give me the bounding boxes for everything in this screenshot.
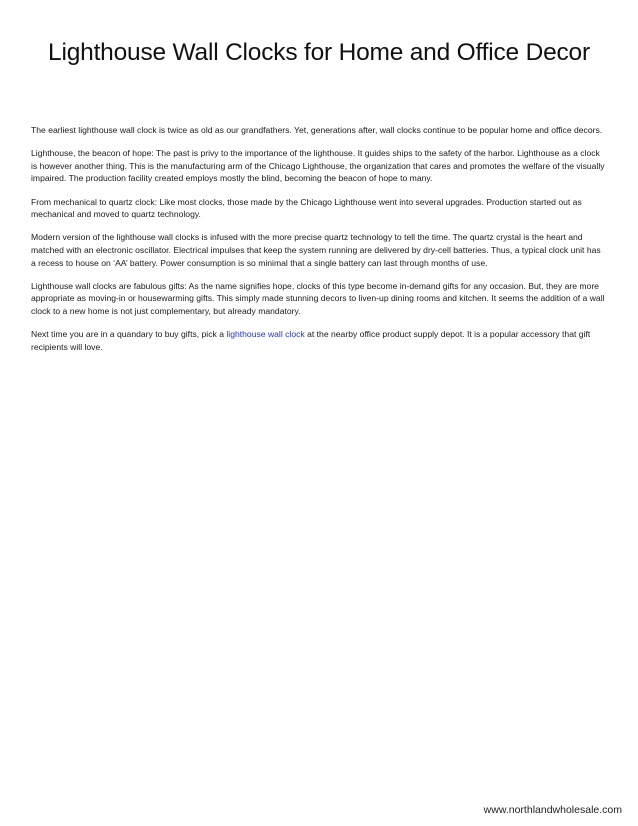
paragraph-beacon-of-hope: Lighthouse, the beacon of hope: The past is privy to the importance of the lighthouse. It guides ships to the safety of the harbor. Lighthouse as a clock is however another thing. This is the manufacturing arm of the Chicago Lighthouse, the organization that cares and promotes the welfare of the visually impaired. The production facility created employs mostly the blind, becoming the beacon of hope to many.: [31, 148, 605, 184]
paragraph-intro: The earliest lighthouse wall clock is twice as old as our grandfathers. Yet, generations after, wall clocks continue to be popular home and office decors.: [31, 125, 603, 135]
paragraph-mechanical-to-quartz: From mechanical to quartz clock: Like most clocks, those made by the Chicago Lighthouse went into several upgrades. Production started out as mechanical and moved to quartz technology.: [31, 196, 582, 220]
closing-text-before: Next time you are in a quandary to buy gifts, pick a: [31, 329, 227, 340]
article-body: [31, 124, 607, 364]
footer-website: www.northlandwholesale.com: [483, 804, 622, 816]
page-title: Lighthouse Wall Clocks for Home and Office Decor: [48, 39, 590, 66]
closing-text-after: at the nearby office product supply depot. It is a popular accessory that gift recipients will love.: [31, 329, 591, 352]
paragraph-closing: [31, 328, 607, 353]
paragraph-fabulous-gifts: Lighthouse wall clocks are fabulous gifts: As the name signifies hope, clocks of this type become in-demand gifts for any occasion. But, they are more appropriate as moving-in or housewarming gifts. This simply made stunning decors to liven-up dining rooms and kitchen. It seems the addition of a wall clock to a new home is not just complementary, but already mandatory.: [31, 280, 605, 316]
lighthouse-wall-clock-link[interactable]: lighthouse wall clock: [226, 329, 305, 340]
paragraph-modern-version: Modern version of the lighthouse wall clocks is infused with the more precise quartz technology to tell the time. The quartz crystal is the heart and matched with an electronic oscillator. Electrical impulses that keep the system running are delivered by dry-cell batteries. Thus, a typical clock unit has a recess to house on ‘AA’ battery. Power consumption is so minimal that a single battery can last through months of use.: [31, 232, 601, 268]
